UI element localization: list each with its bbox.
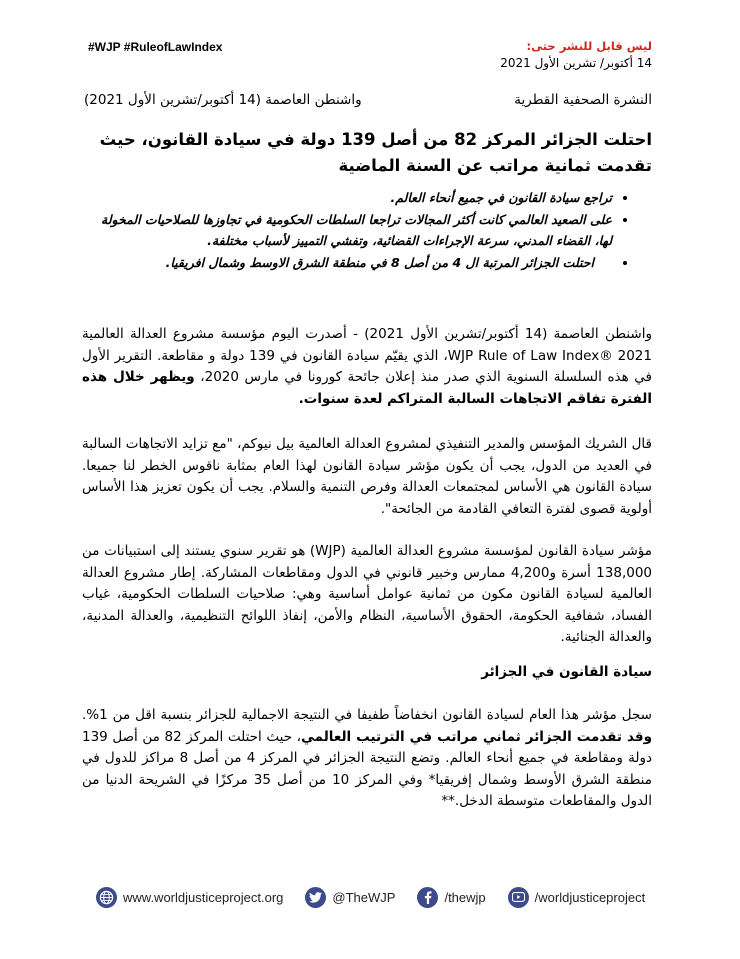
youtube-icon xyxy=(508,887,529,908)
footer-twitter[interactable] xyxy=(305,887,395,908)
bulletin-label: النشرة الصحفية القطرية xyxy=(514,92,652,108)
key-points-list xyxy=(84,187,630,273)
paragraph-index-description: مؤشر سيادة القانون لمؤسسة مشروع العدالة العالمية (WJP) هو تقرير سنوي يستند إلى استبيانات من 138,000 أسرة و4,200 ممارس وخبير قانوني في الدول ومقاطعات المشاركة. إطار مشروع العدالة العالمية لسيادة القانون مكون من ثمانية عوامل أساسية وهي: صلاحيات السلطات الحكومية، غياب الفساد، شفافية الحكومة، الحقوق الأساسية، النظام والأمن، إنفاذ اللوائح التنظيمية، والعدالة المدنية، والعدالة الجنائية. xyxy=(82,543,652,645)
embargo-date: 14 أكتوبر/ تشرين الأول 2021 xyxy=(500,56,652,70)
website-link[interactable]: www.worldjusticeproject.org xyxy=(123,889,284,905)
paragraph-quote: قال الشريك المؤسس والمدير التنفيذي لمشروع العدالة العالمية بيل نيوكم، "مع تزايد الاتجاهات السالبة في العديد من الدول، يجب أن يكون مؤشر سيادة القانون لهذا العام بمثابة ناقوس الخطر لنا جميعا. سيادة القانون هي الأساس لمجتمعات العدالة وفرص التنمية والسلام. يجب أن يكون تعزيز هذا الأساس أولوية قصوى لفترة التعافي القادمة من الجائحة". xyxy=(82,436,652,517)
paragraph-intro-text: واشنطن العاصمة (14 أكتوبر/تشرين الأول 2021) - أصدرت اليوم مؤسسة مشروع العدالة العالمية WJP Rule of Law Index® 2021، الذي يقيّم سيادة القانون في 139 دولة و مقاطعة. التقرير الأول في هذه السلسلة السنوية الذي صدر منذ إعلان جائحة كورونا في مارس 2020، xyxy=(82,326,652,385)
twitter-link[interactable]: @TheWJP xyxy=(332,889,396,905)
headline: احتلت الجزائر المركز 82 من أصل 139 دولة في سيادة القانون، حيث تقدمت ثمانية مراتب عن السنة الماضية xyxy=(99,130,652,175)
globe-icon xyxy=(96,887,117,908)
footer-youtube[interactable] xyxy=(508,887,646,908)
youtube-link[interactable]: /worldjusticeproject xyxy=(534,889,646,905)
key-point: • احتلت الجزائر المرتبة ال 4 من أصل 8 في منطقة الشرق الاوسط وشمال افريقيا. xyxy=(84,252,612,274)
key-point: • تراجع سيادة القانون في جميع أنحاء العالم. xyxy=(84,187,612,209)
twitter-icon xyxy=(305,887,326,908)
hashtags: #WJP #RuleofLawIndex xyxy=(88,40,223,54)
dateline xyxy=(84,92,652,112)
paragraph-algeria-text-b: ، حيث احتلت المركز 82 من أصل 139 دولة ومقاطعة في جميع أنحاء العالم. وتضع النتيجة الجزائر في المركز 4 من أصل 8 مراكز للدول في منطقة الشرق الأوسط وشمال إفريقيا* وفي المركز 10 من أصل 35 مركزًا في الشريحة الدنيا من الدول والمقاطعات متوسطة الدخل.** xyxy=(82,728,652,809)
key-point: • على الصعيد العالمي كانت أكثر المجالات تراجعا السلطات الحكومية في تجاوزها للصلاحيات المخولة لها، القضاء المدني، سرعة الإجراءات القضائية، وتفشي التمييز لأسباب مختلفة. xyxy=(84,209,612,252)
paragraph-algeria xyxy=(82,705,652,813)
footer-links xyxy=(96,884,667,910)
footer-facebook[interactable] xyxy=(417,887,485,908)
facebook-link[interactable]: /thewjp xyxy=(444,889,486,905)
paragraph-algeria-text-a: سجل مؤشر هذا العام لسيادة القانون انخفاضاً طفيفا في النتيجة الاجمالية للجزائر بنسبة اقل من 1%. xyxy=(82,707,652,723)
paragraph-algeria-bold: وقد تقدمت الجزائر ثماني مراتب في الترتيب العالمي xyxy=(301,728,652,745)
section-heading-algeria: سيادة القانون في الجزائر xyxy=(481,664,652,680)
paragraph-intro-bold: ويظهر خلال هذه الفترة تفاقم الاتجاهات السالبة المتراكم لعدة سنوات. xyxy=(82,369,652,407)
paragraph-intro xyxy=(82,324,652,410)
location-date: واشنطن العاصمة (14 أكتوبر/تشرين الأول 2021) xyxy=(84,92,362,108)
embargo-label: ليس قابل للنشر حتى: xyxy=(526,39,652,53)
footer-website[interactable] xyxy=(96,887,283,908)
embargo-notice xyxy=(412,38,652,72)
facebook-icon xyxy=(417,887,438,908)
